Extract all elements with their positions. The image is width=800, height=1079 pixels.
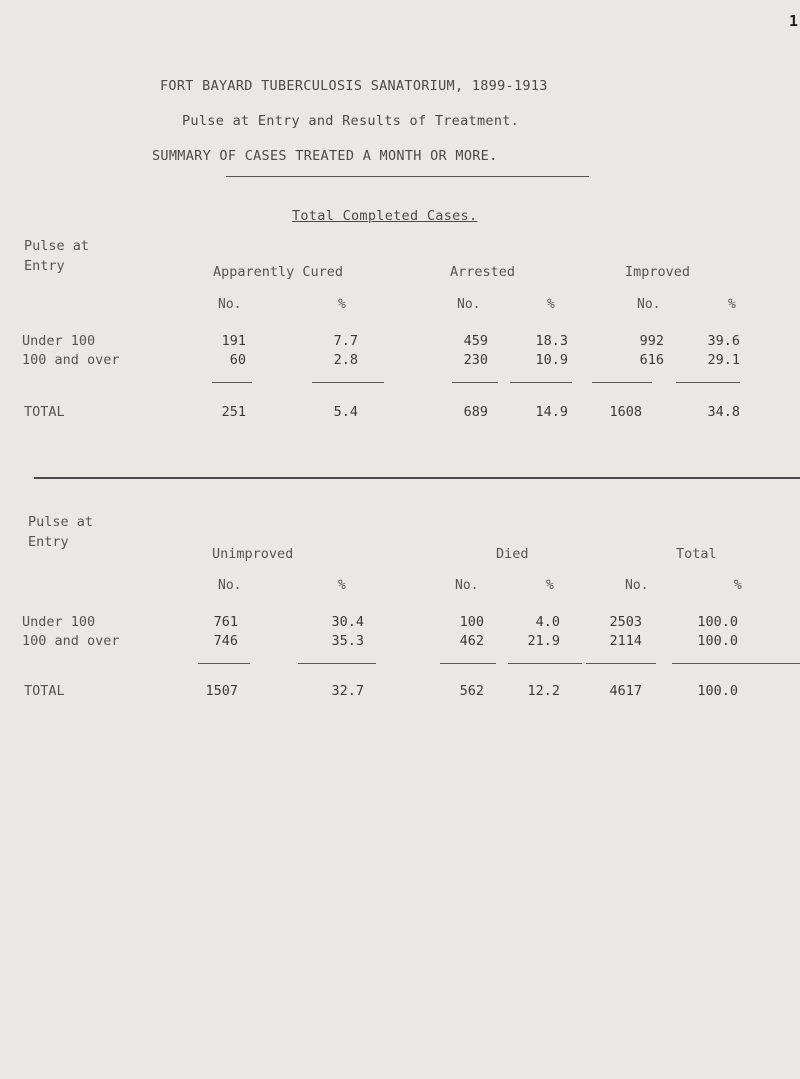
cell-improved-pct: 34.8 xyxy=(707,404,740,420)
cell-total-no: 2114 xyxy=(609,633,642,649)
cell-died-no: 462 xyxy=(459,633,484,649)
cell-total-no: 4617 xyxy=(609,683,642,699)
sum-rule xyxy=(592,382,652,383)
cell-unimproved-no: 746 xyxy=(213,633,238,649)
group-header-arrested: Arrested xyxy=(450,264,516,280)
sub-header-percent: % xyxy=(728,297,736,312)
cell-unimproved-no: 761 xyxy=(213,614,238,630)
cell-cured-no: 60 xyxy=(229,352,246,368)
cell-improved-no: 992 xyxy=(639,333,664,349)
cell-improved-no: 616 xyxy=(639,352,664,368)
sum-rule xyxy=(198,663,250,664)
sub-header-percent: % xyxy=(547,297,555,312)
cell-total-pct: 100.0 xyxy=(697,633,738,649)
cell-died-pct: 4.0 xyxy=(535,614,560,630)
row-header-line-2: Entry xyxy=(28,534,69,550)
section-title: Total Completed Cases. xyxy=(292,208,478,224)
cell-died-pct: 21.9 xyxy=(527,633,560,649)
group-header-unimproved: Unimproved xyxy=(212,546,294,562)
header-rule xyxy=(226,176,589,177)
group-header-improved: Improved xyxy=(625,264,691,280)
row-label: 100 and over xyxy=(22,352,120,368)
sum-rule xyxy=(298,663,376,664)
cell-arrested-pct: 18.3 xyxy=(535,333,568,349)
cell-died-no: 100 xyxy=(459,614,484,630)
sum-rule xyxy=(212,382,252,383)
sub-header-no: No. xyxy=(218,297,242,312)
cell-cured-no: 251 xyxy=(221,404,246,420)
sum-rule xyxy=(312,382,384,383)
sum-rule xyxy=(672,663,800,664)
row-header-line-2: Entry xyxy=(24,258,65,274)
cell-cured-pct: 2.8 xyxy=(333,352,358,368)
group-header-died: Died xyxy=(496,546,529,562)
sum-rule xyxy=(508,663,582,664)
section-divider xyxy=(34,477,800,479)
row-label: Under 100 xyxy=(22,614,96,630)
cell-arrested-no: 230 xyxy=(463,352,488,368)
cell-died-pct: 12.2 xyxy=(527,683,560,699)
title-line-1: FORT BAYARD TUBERCULOSIS SANATORIUM, 1899-1913 xyxy=(160,78,548,94)
group-header-total: Total xyxy=(676,546,717,562)
cell-total-pct: 100.0 xyxy=(697,683,738,699)
cell-unimproved-pct: 35.3 xyxy=(331,633,364,649)
row-header-line-1: Pulse at xyxy=(24,238,90,254)
sub-header-percent: % xyxy=(338,578,346,593)
sub-header-percent: % xyxy=(338,297,346,312)
cell-unimproved-no: 1507 xyxy=(205,683,238,699)
sub-header-no: No. xyxy=(625,578,649,593)
cell-arrested-pct: 14.9 xyxy=(535,404,568,420)
sum-rule xyxy=(676,382,740,383)
sum-rule xyxy=(452,382,498,383)
cell-unimproved-pct: 32.7 xyxy=(331,683,364,699)
sub-header-percent: % xyxy=(734,578,742,593)
sub-header-no: No. xyxy=(218,578,242,593)
row-label: Under 100 xyxy=(22,333,96,349)
title-line-3: SUMMARY OF CASES TREATED A MONTH OR MORE. xyxy=(152,148,498,164)
cell-cured-no: 191 xyxy=(221,333,246,349)
group-header-apparently-cured: Apparently Cured xyxy=(213,264,344,280)
total-label: TOTAL xyxy=(24,683,65,699)
cell-unimproved-pct: 30.4 xyxy=(331,614,364,630)
row-label: 100 and over xyxy=(22,633,120,649)
sub-header-no: No. xyxy=(637,297,661,312)
title-line-2: Pulse at Entry and Results of Treatment. xyxy=(182,113,520,129)
sub-header-percent: % xyxy=(546,578,554,593)
cell-improved-pct: 29.1 xyxy=(707,352,740,368)
sub-header-no: No. xyxy=(455,578,479,593)
cell-total-no: 2503 xyxy=(609,614,642,630)
cell-died-no: 562 xyxy=(459,683,484,699)
sum-rule xyxy=(586,663,656,664)
row-header-line-1: Pulse at xyxy=(28,514,94,530)
cell-cured-pct: 7.7 xyxy=(333,333,358,349)
cell-improved-pct: 39.6 xyxy=(707,333,740,349)
cell-arrested-pct: 10.9 xyxy=(535,352,568,368)
total-label: TOTAL xyxy=(24,404,65,420)
cell-total-pct: 100.0 xyxy=(697,614,738,630)
sub-header-no: No. xyxy=(457,297,481,312)
cell-cured-pct: 5.4 xyxy=(333,404,358,420)
cell-improved-no: 1608 xyxy=(609,404,642,420)
cell-arrested-no: 459 xyxy=(463,333,488,349)
sum-rule xyxy=(510,382,572,383)
cell-arrested-no: 689 xyxy=(463,404,488,420)
page-number: 1 xyxy=(788,12,798,30)
sum-rule xyxy=(440,663,496,664)
